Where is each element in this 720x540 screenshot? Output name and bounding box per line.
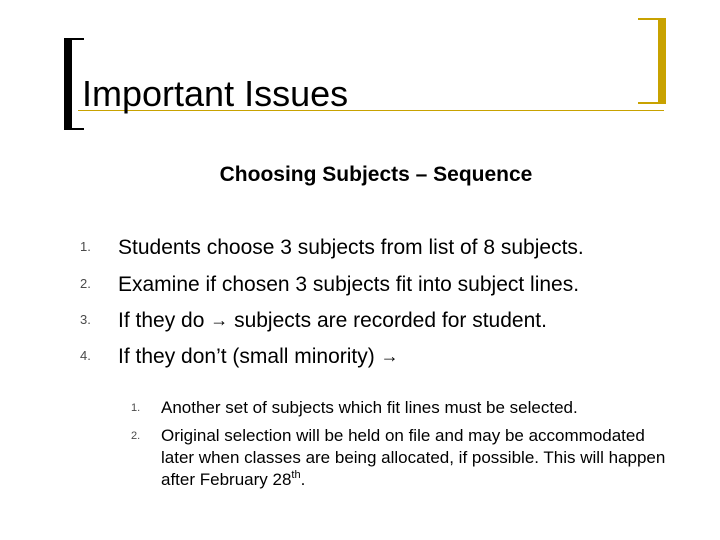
main-list-item-3 <box>80 307 660 334</box>
sub-list-number-1: 1. <box>131 402 141 414</box>
main-list-number-4: 4. <box>80 348 91 363</box>
sub-list-number-2: 2. <box>131 430 141 442</box>
left-bracket-decoration <box>64 38 84 130</box>
main-list-text-2: Examine if chosen 3 subjects fit into subject lines. <box>118 273 580 296</box>
main-list-text-4-before-arrow: If they don’t (small minority) <box>118 345 375 368</box>
main-list-number-2: 2. <box>80 276 91 291</box>
sub-list-item-1 <box>131 397 671 419</box>
sub-list-item-2 <box>131 425 671 491</box>
sub-numbered-list <box>131 397 671 497</box>
sub-list-text-1: Another set of subjects which fit lines must be selected. <box>161 398 578 417</box>
main-list-number-3: 3. <box>80 312 91 327</box>
main-list-item-2 <box>80 271 660 298</box>
sub-list-text-2: Original selection will be held on file and may be accommodated later when classes are being allocated, if possible. This will happen after February 28 <box>161 426 666 489</box>
right-arrow-icon: → <box>380 346 399 366</box>
main-list-item-1 <box>80 234 660 261</box>
sub-list-superscript: th <box>291 469 301 481</box>
main-numbered-list <box>80 234 660 380</box>
main-list-number-1: 1. <box>80 239 91 254</box>
right-arrow-icon: → <box>210 310 229 330</box>
main-list-item-4 <box>80 343 660 370</box>
slide-title: Important Issues <box>82 73 349 114</box>
sub-list-suffix: . <box>300 470 306 489</box>
main-list-text-3-after-arrow: subjects are recorded for student. <box>234 309 547 332</box>
main-list-text-1: Students choose 3 subjects from list of 8 subjects. <box>118 236 584 259</box>
main-list-text-3-before-arrow: If they do <box>118 309 205 332</box>
slide-subtitle: Choosing Subjects – Sequence <box>219 163 533 186</box>
right-bracket-decoration <box>638 18 666 104</box>
